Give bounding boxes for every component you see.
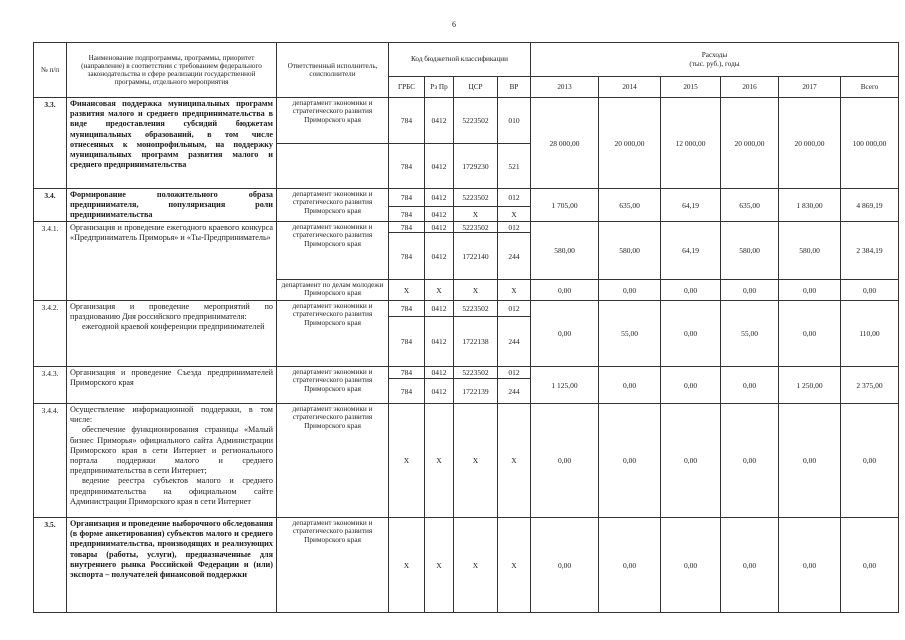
code-grbs: 784 bbox=[389, 301, 425, 317]
expense-2013: 0,00 bbox=[531, 301, 599, 367]
code-grbs: 784 bbox=[389, 207, 425, 222]
expenses-table bbox=[33, 42, 899, 613]
expense-2015: 64,19 bbox=[661, 189, 721, 222]
expense-2016: 0,00 bbox=[721, 518, 779, 613]
code-csr: 5223502 bbox=[454, 222, 498, 233]
expense-2014: 55,00 bbox=[599, 301, 661, 367]
header-year-2015: 2015 bbox=[661, 77, 721, 98]
row-name-text: Финансовая поддержка муниципальных программ развития малого и среднего предпринимательства в виде предоставления субсидий бюджетам муниципальных образований, в том числе отнесенных к монопрофильным, на поддержку муниципальных программ развития малого и среднего предпринимательства bbox=[70, 99, 273, 170]
expense-2017: 0,00 bbox=[779, 280, 841, 301]
expense-total: 100 000,00 bbox=[841, 98, 899, 189]
responsible-empty bbox=[277, 144, 389, 189]
code-grbs: 784 bbox=[389, 144, 425, 189]
responsible-executor: департамент экономики и стратегического развития Приморского края bbox=[277, 98, 389, 144]
row-name bbox=[67, 404, 277, 518]
code-rzpr: 0412 bbox=[425, 98, 454, 144]
expense-total: 2 384,19 bbox=[841, 222, 899, 280]
code-vr: 012 bbox=[498, 222, 531, 233]
row-number: 3.4.2. bbox=[34, 301, 67, 367]
expense-2017: 580,00 bbox=[779, 222, 841, 280]
expense-2017: 20 000,00 bbox=[779, 98, 841, 189]
expense-2014: 0,00 bbox=[599, 367, 661, 404]
expense-2015: 0,00 bbox=[661, 301, 721, 367]
row-number: 3.4. bbox=[34, 189, 67, 222]
responsible-executor: департамент экономики и стратегического развития Приморского края bbox=[277, 518, 389, 613]
code-rzpr: 0412 bbox=[425, 207, 454, 222]
code-csr: 1722139 bbox=[454, 379, 498, 404]
row-name-subitem: ведение реестра субъектов малого и среднего предпринимательства на официальном сайте Администрации Приморского края в сети Интернет bbox=[70, 476, 273, 506]
expense-total: 0,00 bbox=[841, 518, 899, 613]
code-csr: 5223502 bbox=[454, 367, 498, 379]
code-csr: 1722140 bbox=[454, 233, 498, 280]
code-grbs: 784 bbox=[389, 367, 425, 379]
expense-2016: 580,00 bbox=[721, 222, 779, 280]
code-grbs: 784 bbox=[389, 317, 425, 367]
expense-2016: 55,00 bbox=[721, 301, 779, 367]
code-rzpr: X bbox=[425, 404, 454, 518]
expense-2013: 0,00 bbox=[531, 404, 599, 518]
code-vr: 244 bbox=[498, 233, 531, 280]
responsible-executor: департамент экономики и стратегического развития Приморского края bbox=[277, 301, 389, 367]
header-num: № п/п bbox=[34, 43, 67, 98]
code-vr: X bbox=[498, 404, 531, 518]
code-grbs: 784 bbox=[389, 189, 425, 207]
header-year-2017: 2017 bbox=[779, 77, 841, 98]
expense-2015: 0,00 bbox=[661, 404, 721, 518]
header-code-rzpr: Рз Пр bbox=[425, 77, 454, 98]
expense-2014: 635,00 bbox=[599, 189, 661, 222]
responsible-executor: департамент экономики и стратегического развития Приморского края bbox=[277, 189, 389, 222]
code-csr: 5223502 bbox=[454, 98, 498, 144]
code-csr: 1729230 bbox=[454, 144, 498, 189]
expense-total: 2 375,00 bbox=[841, 367, 899, 404]
code-csr: X bbox=[454, 280, 498, 301]
page-number: 6 bbox=[452, 20, 456, 29]
code-rzpr: 0412 bbox=[425, 317, 454, 367]
code-vr: X bbox=[498, 518, 531, 613]
code-csr: 5223502 bbox=[454, 301, 498, 317]
expense-2017: 0,00 bbox=[779, 518, 841, 613]
row-number: 3.4.3. bbox=[34, 367, 67, 404]
row-name bbox=[67, 301, 277, 367]
row-name bbox=[67, 189, 277, 222]
code-vr: X bbox=[498, 280, 531, 301]
code-grbs: X bbox=[389, 280, 425, 301]
header-expenses-group bbox=[531, 43, 899, 77]
expense-2017: 0,00 bbox=[779, 404, 841, 518]
expense-2015: 0,00 bbox=[661, 367, 721, 404]
co-executor: департамент по делам молодежи Приморского края bbox=[277, 280, 389, 301]
code-vr: 012 bbox=[498, 367, 531, 379]
expense-2014: 0,00 bbox=[599, 404, 661, 518]
code-vr: 012 bbox=[498, 189, 531, 207]
header-code-grbs: ГРБС bbox=[389, 77, 425, 98]
code-rzpr: 0412 bbox=[425, 233, 454, 280]
row-name-text: Организация и проведение ежегодного краевого конкурса «Предприниматель Приморья» и «Ты-Предприниматель» bbox=[70, 223, 273, 243]
expense-2013: 0,00 bbox=[531, 518, 599, 613]
expense-2014: 0,00 bbox=[599, 518, 661, 613]
expense-2013: 1 705,00 bbox=[531, 189, 599, 222]
code-grbs: 784 bbox=[389, 98, 425, 144]
row-name-text: Организация и проведение Съезда предпринимателей Приморского края bbox=[70, 368, 273, 388]
expense-total: 0,00 bbox=[841, 280, 899, 301]
row-name bbox=[67, 222, 277, 301]
code-csr: X bbox=[454, 518, 498, 613]
expense-2016: 0,00 bbox=[721, 367, 779, 404]
header-code-vr: ВР bbox=[498, 77, 531, 98]
row-name bbox=[67, 98, 277, 189]
code-csr: 5223502 bbox=[454, 189, 498, 207]
expense-2017: 0,00 bbox=[779, 301, 841, 367]
row-number: 3.4.1. bbox=[34, 222, 67, 301]
responsible-executor: департамент экономики и стратегического развития Приморского края bbox=[277, 367, 389, 404]
header-code-group: Код бюджетной классификации bbox=[389, 43, 531, 77]
expense-total: 4 869,19 bbox=[841, 189, 899, 222]
code-grbs: 784 bbox=[389, 222, 425, 233]
row-name-text: Осуществление информационной поддержки, в том числе: bbox=[70, 405, 273, 425]
expense-2016: 0,00 bbox=[721, 280, 779, 301]
code-rzpr: X bbox=[425, 280, 454, 301]
header-code-csr: ЦСР bbox=[454, 77, 498, 98]
row-name bbox=[67, 367, 277, 404]
row-name bbox=[67, 518, 277, 613]
code-grbs: X bbox=[389, 518, 425, 613]
header-responsible: Ответственный исполнитель, соисполнители bbox=[277, 43, 389, 98]
code-rzpr: 0412 bbox=[425, 189, 454, 207]
code-grbs: 784 bbox=[389, 379, 425, 404]
code-rzpr: 0412 bbox=[425, 301, 454, 317]
header-name: Наименование подпрограммы, программы, приоритет (направление) в соответствии с требованием федерального законодательства и сфере реализации государственной программы, отдельного мероприятия bbox=[67, 43, 277, 98]
row-number: 3.4.4. bbox=[34, 404, 67, 518]
expense-total: 110,00 bbox=[841, 301, 899, 367]
expense-2014: 580,00 bbox=[599, 222, 661, 280]
code-rzpr: 0412 bbox=[425, 144, 454, 189]
code-vr: X bbox=[498, 207, 531, 222]
row-number: 3.3. bbox=[34, 98, 67, 189]
header-year-2016: 2016 bbox=[721, 77, 779, 98]
row-name-text: Организация и проведение выборочного обследования (в форме анкетирования) субъектов малого и среднего предпринимательства, производящих и реализующих товары (работы, услуги), предназначенные для внутреннего рынка Российской Федерации и (или) экспорта – получателей финансовой поддержки bbox=[70, 519, 273, 580]
responsible-executor: департамент экономики и стратегического развития Приморского края bbox=[277, 222, 389, 280]
expense-2014: 20 000,00 bbox=[599, 98, 661, 189]
header-expenses-title: Расходы bbox=[701, 51, 728, 60]
row-name-subitem: обеспечение функционирования страницы «Малый бизнес Приморья» официального сайта Администрации Приморского края в сети Интернет и регионального портала поддержки малого и среднего предпринимательства в сети Интернет; bbox=[70, 425, 273, 476]
expense-2015: 0,00 bbox=[661, 280, 721, 301]
expense-2017: 1 830,00 bbox=[779, 189, 841, 222]
expense-2015: 64,19 bbox=[661, 222, 721, 280]
header-expenses-subtitle: (тыс. руб.), годы bbox=[689, 59, 740, 68]
row-number: 3.5. bbox=[34, 518, 67, 613]
expense-2013: 580,00 bbox=[531, 222, 599, 280]
row-name-text: Организация и проведение мероприятий по празднованию Дня российского предпринимателя: bbox=[70, 302, 273, 322]
expense-2016: 20 000,00 bbox=[721, 98, 779, 189]
code-csr: 1722138 bbox=[454, 317, 498, 367]
expense-total: 0,00 bbox=[841, 404, 899, 518]
code-rzpr: 0412 bbox=[425, 367, 454, 379]
header-year-2013: 2013 bbox=[531, 77, 599, 98]
expense-2015: 0,00 bbox=[661, 518, 721, 613]
code-rzpr: X bbox=[425, 518, 454, 613]
expense-2013: 1 125,00 bbox=[531, 367, 599, 404]
expense-2016: 635,00 bbox=[721, 189, 779, 222]
row-name-subitem: ежегодной краевой конференции предпринимателей bbox=[82, 322, 265, 332]
code-rzpr: 0412 bbox=[425, 222, 454, 233]
expense-2016: 0,00 bbox=[721, 404, 779, 518]
header-year-2014: 2014 bbox=[599, 77, 661, 98]
expense-2017: 1 250,00 bbox=[779, 367, 841, 404]
code-vr: 244 bbox=[498, 379, 531, 404]
code-grbs: X bbox=[389, 404, 425, 518]
responsible-executor: департамент экономики и стратегического развития Приморского края bbox=[277, 404, 389, 518]
code-csr: X bbox=[454, 207, 498, 222]
code-rzpr: 0412 bbox=[425, 379, 454, 404]
row-name-text: Формирование положительного образа предпринимателя, популяризация роли предпринимательства bbox=[70, 190, 273, 220]
code-vr: 521 bbox=[498, 144, 531, 189]
code-grbs: 784 bbox=[389, 233, 425, 280]
expense-2013: 0,00 bbox=[531, 280, 599, 301]
code-vr: 012 bbox=[498, 301, 531, 317]
expense-2015: 12 000,00 bbox=[661, 98, 721, 189]
code-vr: 010 bbox=[498, 98, 531, 144]
expense-2014: 0,00 bbox=[599, 280, 661, 301]
code-csr: X bbox=[454, 404, 498, 518]
expense-2013: 28 000,00 bbox=[531, 98, 599, 189]
header-total: Всего bbox=[841, 77, 899, 98]
code-vr: 244 bbox=[498, 317, 531, 367]
